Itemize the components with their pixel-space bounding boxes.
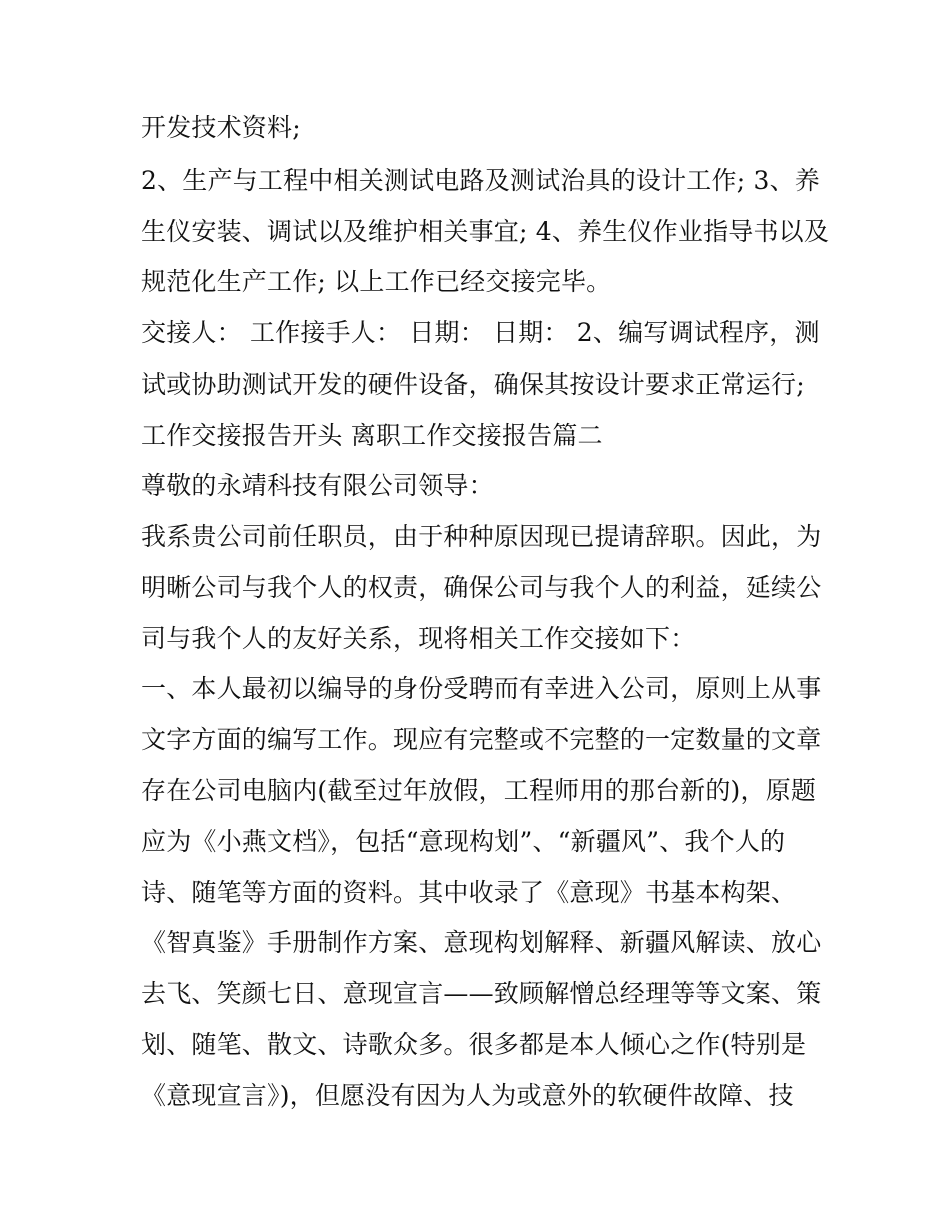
text-line: 应为《小燕文档》，包括“意现构划”、“新疆风”、我个人的: [141, 827, 786, 856]
text-line: 工作交接报告开头 离职工作交接报告篇二: [141, 421, 603, 450]
text-line: 诗、随笔等方面的资料。其中收录了《意现》书基本构架、: [141, 878, 797, 907]
text-line: 《意现宣言》)，但愿没有因为人为或意外的软硬件故障、技: [141, 1081, 794, 1110]
text-line: 交接人： 工作接手人： 日期： 日期： 2、编写调试程序，测: [141, 318, 820, 347]
text-line: 去飞、笑颜七日、意现宣言——致顾解憎总经理等等文案、策: [141, 979, 822, 1008]
text-line: 司与我个人的友好关系，现将相关工作交接如下：: [141, 624, 696, 653]
text-line: 试或协助测试开发的硬件设备，确保其按设计要求正常运行;: [141, 370, 805, 399]
text-line: 规范化生产工作; 以上工作已经交接完毕。: [141, 267, 612, 296]
text-line: 2、生产与工程中相关测试电路及测试治具的设计工作; 3、养: [141, 166, 820, 195]
text-line: 开发技术资料;: [141, 113, 301, 142]
text-line: 明晰公司与我个人的权责，确保公司与我个人的利益，延续公: [141, 573, 822, 602]
text-line: 《智真鉴》手册制作方案、意现构划解释、新疆风解读、放心: [141, 928, 822, 957]
text-line: 生仪安装、调试以及维护相关事宜; 4、养生仪作业指导书以及: [141, 217, 830, 246]
text-line: 文字方面的编写工作。现应有完整或不完整的一定数量的文章: [141, 725, 822, 754]
text-line: 我系贵公司前任职员，由于种种原因现已提请辞职。因此，为: [141, 522, 822, 551]
text-line: 划、随笔、散文、诗歌众多。很多都是本人倾心之作(特别是: [141, 1030, 807, 1059]
text-line: 尊敬的永靖科技有限公司领导：: [141, 471, 494, 500]
text-line: 一、本人最初以编导的身份受聘而有幸进入公司，原则上从事: [141, 674, 822, 703]
text-line: 存在公司电脑内(截至过年放假，工程师用的那台新的)，原题: [141, 776, 817, 805]
